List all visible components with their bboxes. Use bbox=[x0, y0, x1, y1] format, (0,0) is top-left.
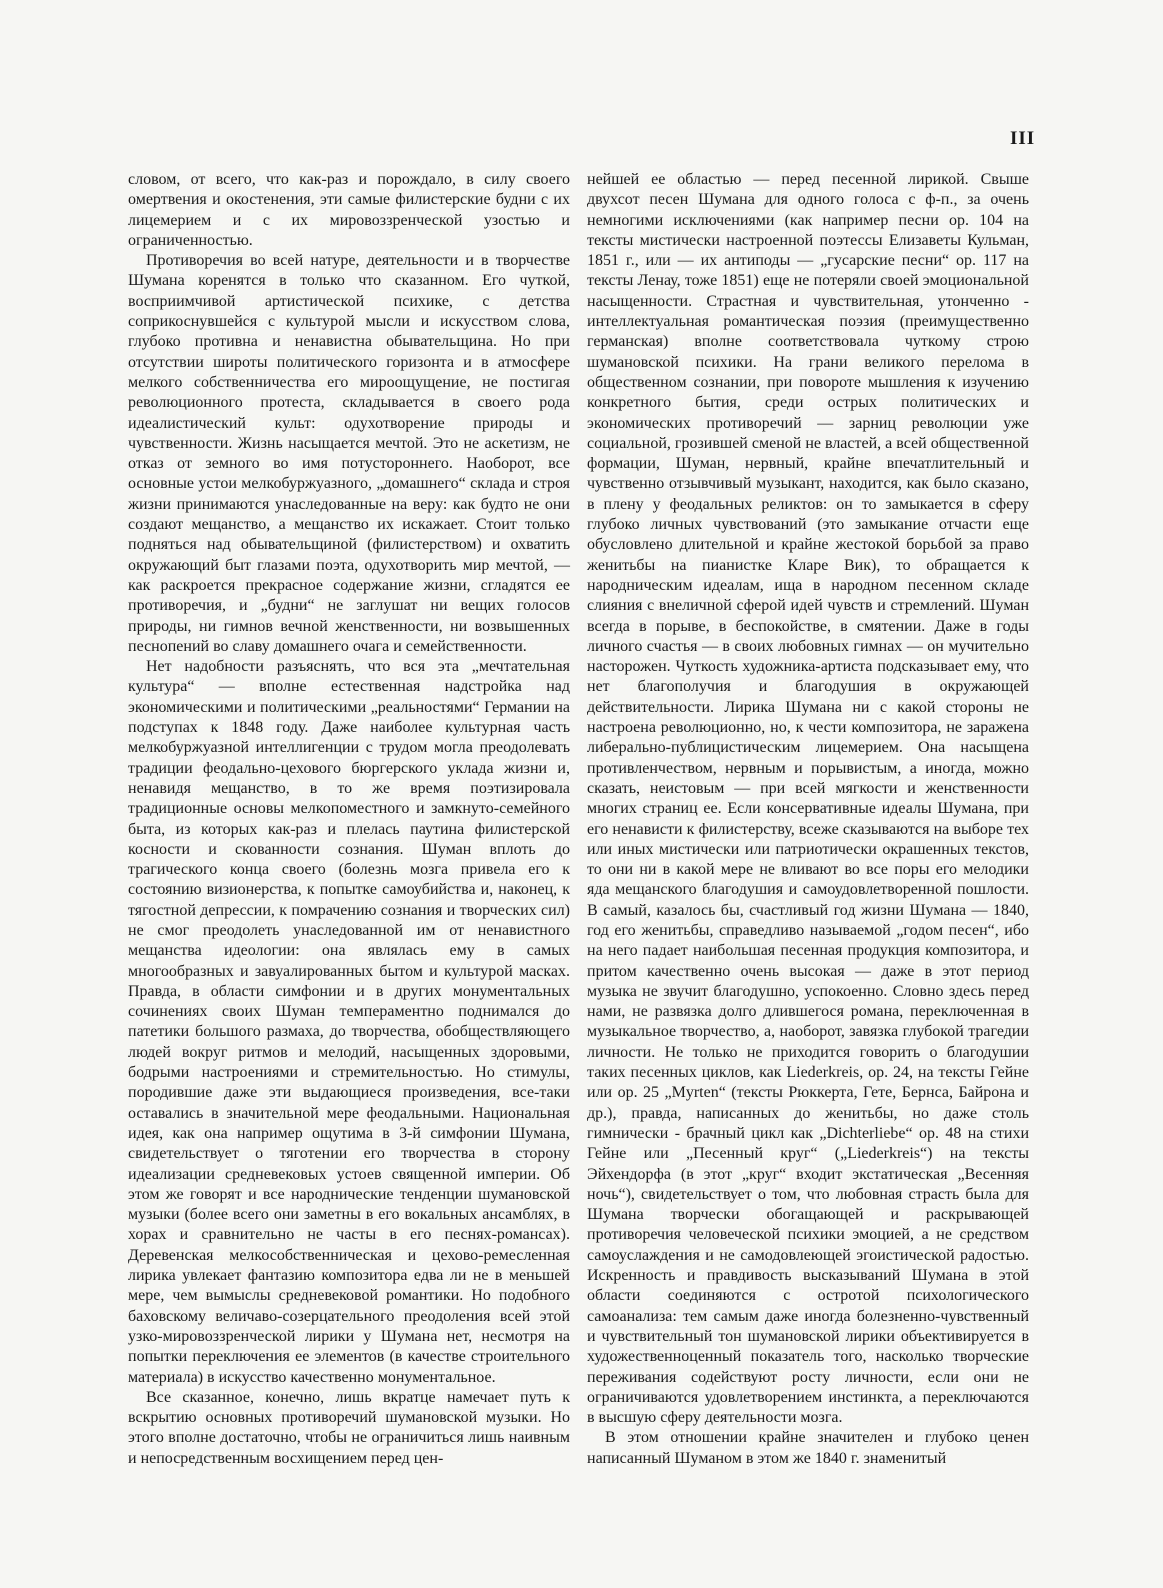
paragraph: Все сказанное, конечно, лишь вкратце намечает путь к вскрытию основных противоречий шумановской музыки. Но этого вполне достаточно, чтобы не ограничиться лишь наивным и непосредственным восхищением перед цен- bbox=[128, 1388, 570, 1467]
paragraph: Нет надобности разъяснять, что вся эта „мечтательная культура“ — вполне естественная надстройка над экономическими и политическими „реальностями“ Германии на подступах к 1848 году. Даже наиболее культурная часть мелкобуржуазной интеллигенции с трудом могла преодолевать традиции феодально-цехового бюргерского уклада жизни и, ненавидя мещанство, в то же время поэтизировала традиционные основы мелкопоместного и замкнуто-семейного быта, из которых как-раз и плелась паутина филистерской косности и скованности сознания. Шуман вплоть до трагического конца своего (болезнь мозга привела его к состоянию визионерства, к попытке самоубийства и, наконец, к тягостной депрессии, к помрачению сознания и творческих сил) не смог преодолеть унаследованной им от ненавистного мещанства идеологии: она являлась ему в самых многообразных и завуалированных бытом и культурой масках. Правда, в области симфонии и в других монументальных сочинениях своих Шуман темпераментно поднимался до патетики большого размаха, до творчества, обобществляющего людей вокруг ритмов и мелодий, насыщенных здоровыми, бодрыми настроениями и стремительностью. Но стимулы, породившие даже эти выдающиеся произведения, все-таки оставались в значительной мере феодальными. Национальная идея, как она например ощутима в 3-й симфонии Шумана, свидетельствует о тяготении его творчества в сторону идеализации средневековых устоев священной империи. Об этом же говорят и все народнические тенденции шумановской музыки (более всего они заметны в его вокальных ансамблях, в хорах и сравнительно не часты в его песнях-романсах). Деревенская мелкособственническая и цехово-ремесленная лирика увлекает фантазию композитора едва ли не в меньшей мере, чем вымыслы средневековой романтики. Но подобного баховскому величаво-созерцательного преодоления всей этой узко-мировоззренческой лирики у Шумана нет, несмотря на попытки переключения ее элементов (в качестве строительного материала) в искусство качественно монументальное. bbox=[128, 658, 570, 1386]
paragraph: нейшей ее областью — перед песенной лирикой. Свыше двухсот песен Шумана для одного голоса с ф-п., за очень немногими исключениями (как например песни ор. 104 на тексты мистически настроенной поэтессы Елизаветы Кульман, 1851 г., или — их антиподы — „гусарские песни“ ор. 117 на тексты Ленау, тоже 1851) еще не потеряли своей эмоциональной насыщенности. Страстная и чувствительная, утонченно - интеллектуальная романтическая поэзия (преимущественно германская) вполне соответствовала чуткому строю шумановской психики. На грани великого перелома в общественном сознании, при повороте мышления к изучению конкретного бытия, среди острых политических и экономических противоречий — зарниц революции уже социальной, грозившей сменой не властей, а всей общественной формации, Шуман, нервный, крайне впечатлительный и чувственно отзывчивый музыкант, находится, как было сказано, в плену у феодальных реликтов: он то замыкается в сферу глубоко личных чувствований (это замыкание отчасти еще обусловлено длительной и крайне жестокой борьбой за право женитьбы на пианистке Кларе Вик), то обращается к народническим идеалам, ища в народном песенном складе слияния с внеличной сферой идей чувств и стремлений. Шуман всегда в порыве, в беспокойстве, в смятении. Даже в годы личного счастья — в своих любовных гимнах — он мучительно насторожен. Чуткость художника-артиста подсказывает ему, что нет благополучия и благодушия в окружающей действительности. Лирика Шумана ни с какой стороны не настроена революционно, но, к чести композитора, не заражена либерально-публицистическим лицемерием. Она насыщена противленчеством, нервным и порывистым, а иногда, можно сказать, неистовым — при всей мягкости и женственности многих страниц ее. Если консервативные идеалы Шумана, при его ненависти к филистерству, всеже сказываются на выборе тех или иных мистически или патриотически окрашенных текстов, то они ни в какой мере не вливают во все поры его мелодики яда мещанского благодушия и самоудовлетворенной пошлости. В самый, казалось бы, счастливый год жизни Шумана — 1840, год его женитьбы, справедливо называемой „годом песен“, ибо на него падает наибольшая песенная продукция композитора, и притом качественно очень высокая — даже в этот период музыка не звучит благодушно, успокоенно. Словно здесь перед нами, не развязка долго длившегося романа, переключенная в музыкальное творчество, а, наоборот, завязка глубокой трагедии личности. Не только не приходится говорить о благодушии таких песенных циклов, как Liederkreis, ор. 24, на тексты Гейне или ор. 25 „Myrten“ (тексты Рюккерта, Гете, Бернса, Байрона и др.), правда, написанных до женитьбы, но даже столь гимнически - брачный цикл как „Dichterliebe“ ор. 48 на стихи Гейне или „Песенный круг“ („Liederkreis“) на тексты Эйхендорфа (в этот „круг“ входит экстатическая „Весенняя ночь“), свидетельствует о том, что любовная страсть была для Шумана творчески обогащающей и раскрывающей противоречия человеческой психики эмоцией, а не средством самоуслаждения и не самодовлеющей эгоистической радостью. Искренность и правдивость высказываний Шумана в этой области соединяются с остротой психологического самоанализа: тем самым даже иногда болезненно-чувственный и чувствительный тон шумановской лирики объективируется в художественноценный показатель того, насколько творческие переживания содействуют росту личности, если они не ограничиваются удовлетворением инстинкта, а переключаются в высшую сферу деятельности мозга. bbox=[587, 171, 1029, 1427]
paragraph: В этом отношении крайне значителен и глубоко ценен написанный Шуманом в этом же 1840 г. знаменитый bbox=[587, 1429, 1029, 1467]
paragraph: словом, от всего, что как-раз и порождало, в силу своего омертвения и окостенения, эти самые филистерские будни с их лицемерием и с их мировоззренческой узостью и ограниченностью. bbox=[128, 171, 570, 249]
left-text-column bbox=[128, 170, 570, 1469]
right-text-column bbox=[587, 170, 1029, 1469]
page-number: III bbox=[1010, 128, 1036, 149]
paragraph: Противоречия во всей натуре, деятельности и в творчестве Шумана коренятся в только что сказанном. Его чуткой, восприимчивой артистической психике, с детства соприкоснувшейся с культурой мысли и искусством слова, глубоко противна и ненавистна обывательщина. Но при отсутствии широты политического горизонта и в атмосфере мелкого собственничества его мироощущение, не постигая революционного протеста, складывается в своего рода идеалистический культ: одухотворение природы и чувственности. Жизнь насыщается мечтой. Это не аскетизм, не отказ от земного во имя потустороннего. Наоборот, все основные устои мелкобуржуазного, „домашнего“ склада и строя жизни принимаются унаследованные на веру: как будто не они создают мещанство, а мещанство их искажает. Стоит только подняться над обывательщиной (филистерством) и охватить окружающий быт глазами поэта, одухотворить мир мечтой, — как раскроется прекрасное содержание жизни, сгладятся ее противоречия, и „будни“ не заглушат ни вещих голосов природы, ни гимнов вечной женственности, ни возвышенных песнопений во славу домашнего очага и семейственности. bbox=[128, 252, 570, 655]
